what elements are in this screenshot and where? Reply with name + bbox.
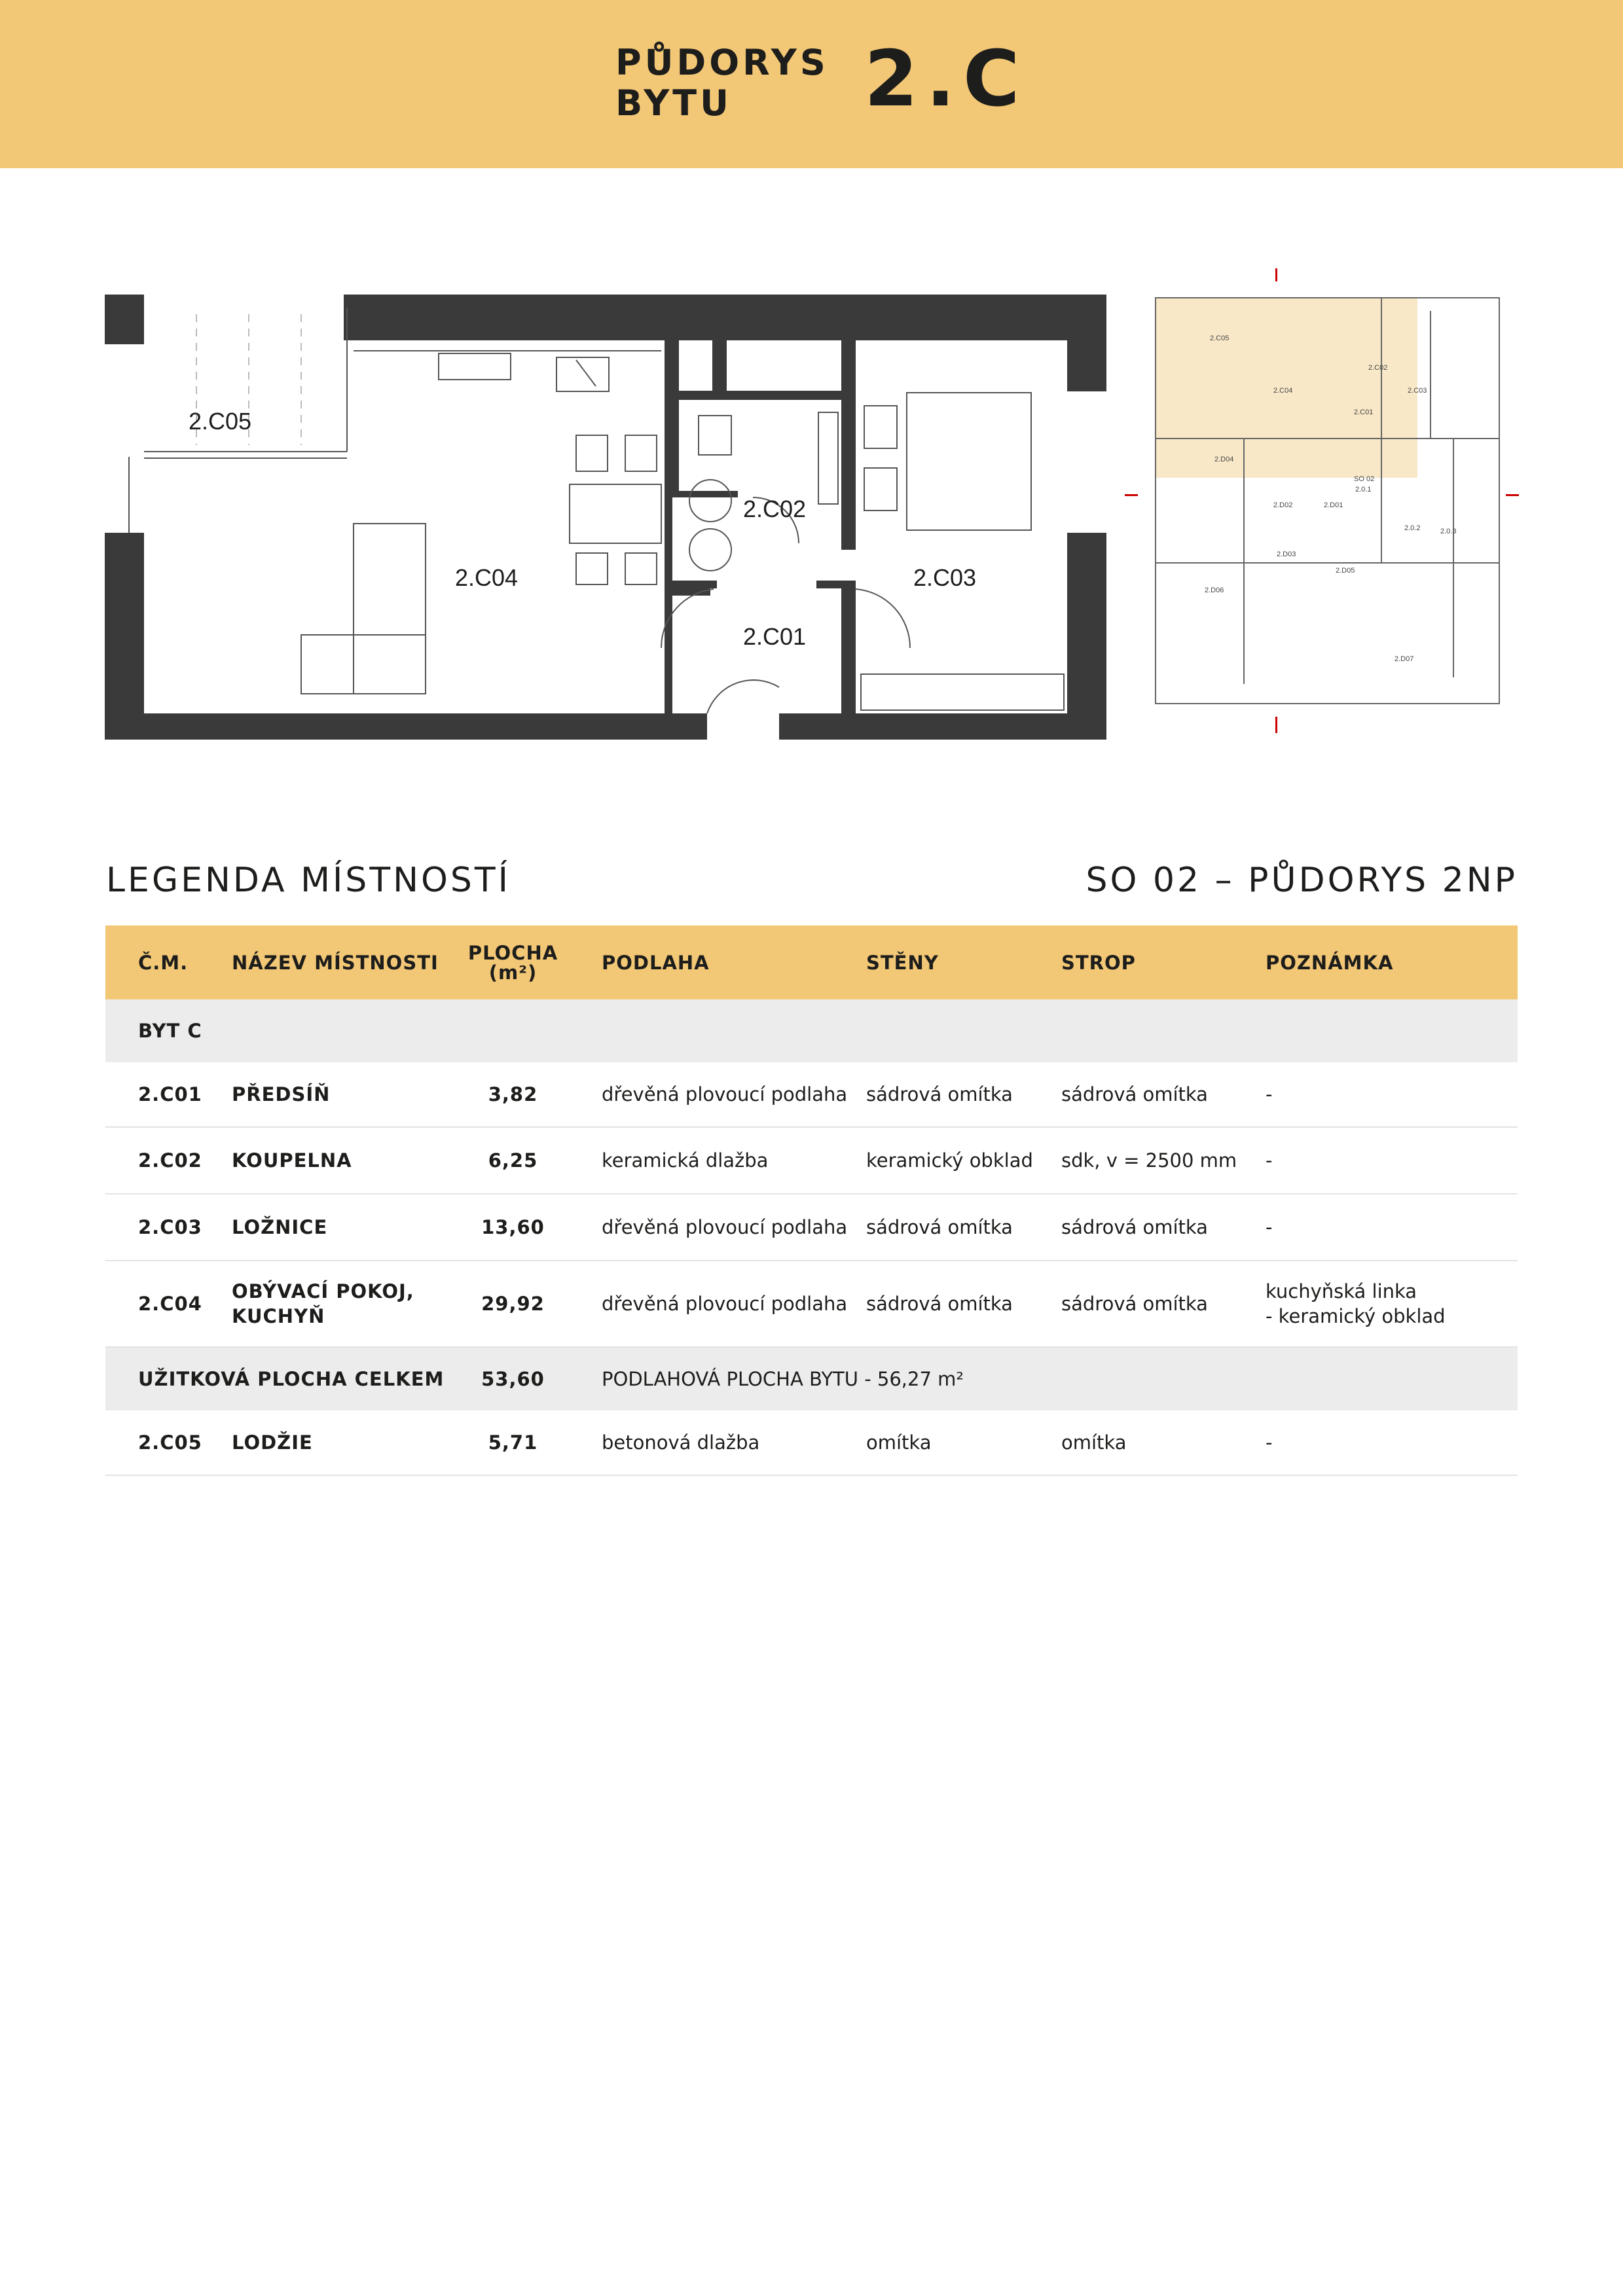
header-ceiling: STROP: [1061, 951, 1136, 974]
mini-label-c03: 2.C03: [1408, 387, 1427, 395]
cell-floor: dřevěná plovoucí podlaha: [602, 1083, 848, 1105]
cell-name-line2: KUCHYŇ: [232, 1305, 325, 1327]
mini-label-203: 2.0.3: [1440, 528, 1457, 535]
cell-ceiling: sádrová omítka: [1061, 1216, 1208, 1238]
mini-label-201: 2.0.1: [1355, 486, 1372, 493]
cell-walls: keramický obklad: [866, 1149, 1033, 1172]
cell-name-line1: OBÝVACÍ POKOJ,: [232, 1280, 414, 1302]
mini-label-d03: 2.D03: [1277, 550, 1296, 558]
total-area: 53,60: [481, 1368, 545, 1390]
mini-label-c02: 2.C02: [1368, 364, 1388, 372]
cell-ceiling: omítka: [1061, 1431, 1127, 1454]
cell-cm: 2.C02: [138, 1149, 202, 1172]
cell-walls: omítka: [866, 1431, 932, 1454]
mini-label-d01: 2.D01: [1324, 501, 1343, 509]
cell-area: 5,71: [488, 1431, 538, 1454]
mini-label-so02: SO 02: [1354, 475, 1375, 483]
cell-note-line1: kuchyňská linka: [1266, 1280, 1417, 1302]
room-label-c04: 2.C04: [455, 564, 519, 591]
table-row: [105, 1128, 1518, 1194]
cell-note-line2: - keramický obklad: [1266, 1305, 1446, 1327]
cell-ceiling: sádrová omítka: [1061, 1293, 1208, 1315]
wall: [779, 713, 1106, 740]
wall: [344, 295, 1106, 340]
table-group-row: [105, 999, 1518, 1062]
table-row: [105, 1194, 1518, 1261]
cell-cm: 2.C01: [138, 1083, 202, 1105]
key-floor-plan: [1113, 259, 1525, 749]
floor-title: SO 02 – PŮDORYS 2NP: [1085, 861, 1518, 900]
apartment-code: 2.C: [864, 33, 1028, 124]
room-label-c02: 2.C02: [743, 495, 807, 522]
cell-note: -: [1266, 1216, 1273, 1238]
cell-walls: sádrová omítka: [866, 1216, 1013, 1238]
cell-floor: keramická dlažba: [602, 1149, 769, 1172]
cell-name: LOŽNICE: [232, 1216, 328, 1238]
cell-ceiling: sdk, v = 2500 mm: [1061, 1149, 1237, 1172]
cell-note: -: [1266, 1083, 1273, 1105]
table-row: [105, 1062, 1518, 1128]
cell-floor: dřevěná plovoucí podlaha: [602, 1293, 848, 1315]
cell-note: -: [1266, 1149, 1273, 1172]
legend-title: LEGENDA MÍSTNOSTÍ: [106, 861, 511, 900]
header-note: POZNÁMKA: [1266, 951, 1394, 974]
table-total-row: [105, 1348, 1518, 1410]
total-label: UŽITKOVÁ PLOCHA CELKEM: [138, 1368, 445, 1390]
table-row: [105, 1410, 1518, 1476]
room-label-c01: 2.C01: [743, 623, 807, 650]
cell-area: 29,92: [481, 1293, 545, 1315]
cell-cm: 2.C05: [138, 1431, 202, 1454]
mini-label-c04: 2.C04: [1273, 387, 1293, 395]
header-area-line1: PLOCHA: [467, 941, 558, 964]
cell-cm: 2.C03: [138, 1216, 202, 1238]
wall: [105, 295, 144, 344]
mini-label-d06: 2.D06: [1205, 586, 1224, 594]
cell-area: 6,25: [488, 1149, 538, 1172]
mini-label-d07: 2.D07: [1395, 655, 1414, 663]
cell-note: -: [1266, 1431, 1273, 1454]
cell-walls: sádrová omítka: [866, 1083, 1013, 1105]
apartment-floor-plan: [105, 295, 1106, 740]
room-label-c03: 2.C03: [913, 564, 977, 591]
group-label: BYT C: [138, 1020, 202, 1042]
cell-name: PŘEDSÍŇ: [232, 1083, 331, 1105]
header-band: [0, 0, 1623, 168]
header-subtitle-line2: BYTU: [615, 82, 732, 124]
wall: [1067, 295, 1106, 391]
mini-label-c05: 2.C05: [1210, 334, 1230, 342]
mini-label-d04: 2.D04: [1214, 456, 1234, 463]
cell-area: 3,82: [488, 1083, 538, 1105]
cell-name: LODŽIE: [232, 1431, 313, 1454]
cell-name: KOUPELNA: [232, 1149, 352, 1172]
header-name: NÁZEV MÍSTNOSTI: [232, 951, 439, 974]
mini-label-202: 2.0.2: [1404, 524, 1421, 532]
mini-label-c01: 2.C01: [1354, 408, 1374, 416]
header-area-line2: (m²): [488, 961, 538, 984]
mini-label-d05: 2.D05: [1336, 567, 1355, 575]
mini-label-d02: 2.D02: [1273, 501, 1293, 509]
cell-ceiling: sádrová omítka: [1061, 1083, 1208, 1105]
cell-cm: 2.C04: [138, 1293, 202, 1315]
room-label-c05: 2.C05: [189, 408, 252, 435]
cell-walls: sádrová omítka: [866, 1293, 1013, 1315]
cell-note: [1266, 1261, 1446, 1346]
table-row: [105, 1261, 1518, 1348]
table-header: [105, 925, 1518, 999]
cell-name: [232, 1261, 414, 1346]
wall: [1067, 533, 1106, 740]
header-subtitle: [615, 43, 829, 124]
header-floor: PODLAHA: [602, 951, 710, 974]
header-cm: Č.M.: [138, 951, 189, 974]
cell-floor: dřevěná plovoucí podlaha: [602, 1216, 848, 1238]
header-subtitle-line1: PŮDORYS: [615, 42, 829, 83]
cell-area: 13,60: [481, 1216, 545, 1238]
wall: [105, 713, 707, 740]
room-legend-table: [105, 925, 1518, 1476]
cell-floor: betonová dlažba: [602, 1431, 760, 1454]
header-area: [459, 925, 567, 999]
total-floor-area: PODLAHOVÁ PLOCHA BYTU - 56,27 m²: [602, 1368, 964, 1390]
wall: [105, 533, 144, 740]
header-walls: STĚNY: [866, 951, 939, 974]
